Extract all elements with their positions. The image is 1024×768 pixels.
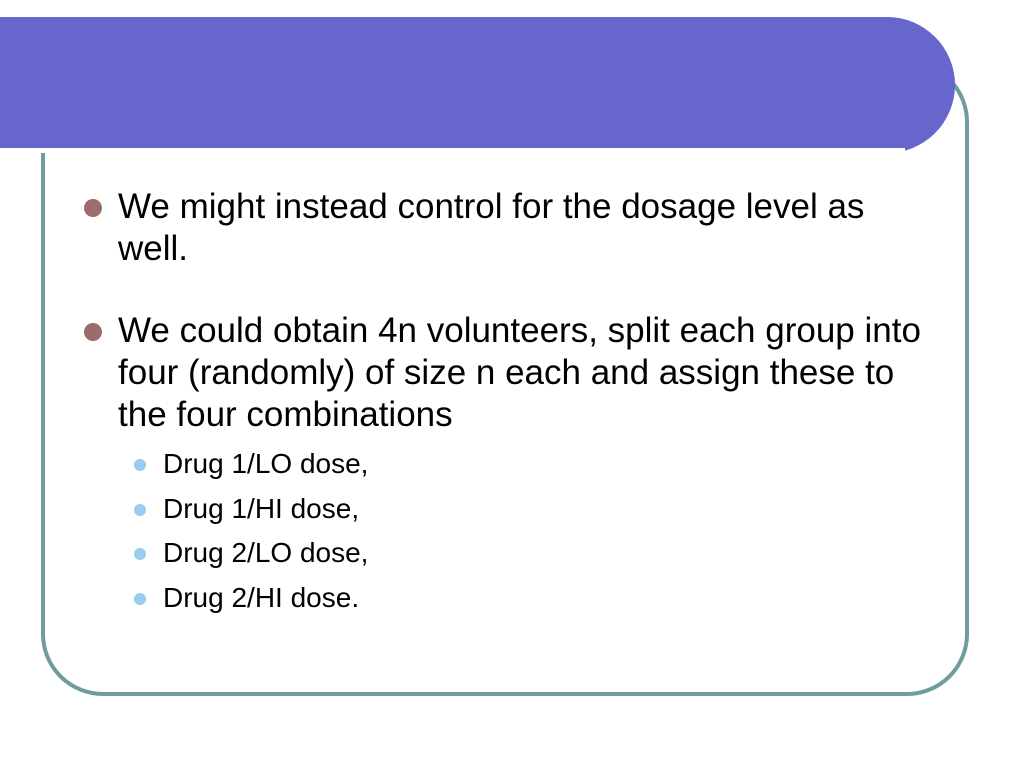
title-underline bbox=[0, 148, 905, 153]
sub-bullet-dot-icon bbox=[134, 459, 146, 471]
sub-bullet-item bbox=[118, 487, 940, 532]
bullet-text: We could obtain 4n volunteers, split each group into four (randomly) of size n each and assign these to the four combinations bbox=[118, 311, 921, 434]
bullet-text: We might instead control for the dosage level as well. bbox=[118, 187, 865, 268]
bullet-item bbox=[80, 310, 940, 620]
sub-bullet-dot-icon bbox=[134, 548, 146, 560]
sub-bullet-dot-icon bbox=[134, 593, 146, 605]
sub-bullet-text: Drug 2/LO dose, bbox=[163, 537, 369, 568]
sub-bullet-item bbox=[118, 531, 940, 576]
sub-bullet-text: Drug 1/LO dose, bbox=[163, 448, 369, 479]
bullet-dot-icon bbox=[84, 199, 102, 217]
sub-bullet-item bbox=[118, 442, 940, 487]
bullet-item bbox=[80, 186, 940, 270]
sub-bullet-list bbox=[118, 442, 940, 620]
sub-bullet-text: Drug 2/HI dose. bbox=[163, 581, 360, 613]
bullet-dot-icon bbox=[84, 323, 102, 341]
bullet-list bbox=[80, 186, 940, 620]
sub-bullet-text: Drug 1/HI dose, bbox=[163, 492, 360, 524]
title-banner bbox=[0, 17, 955, 153]
sub-bullet-item bbox=[118, 576, 940, 621]
sub-bullet-dot-icon bbox=[134, 504, 146, 516]
